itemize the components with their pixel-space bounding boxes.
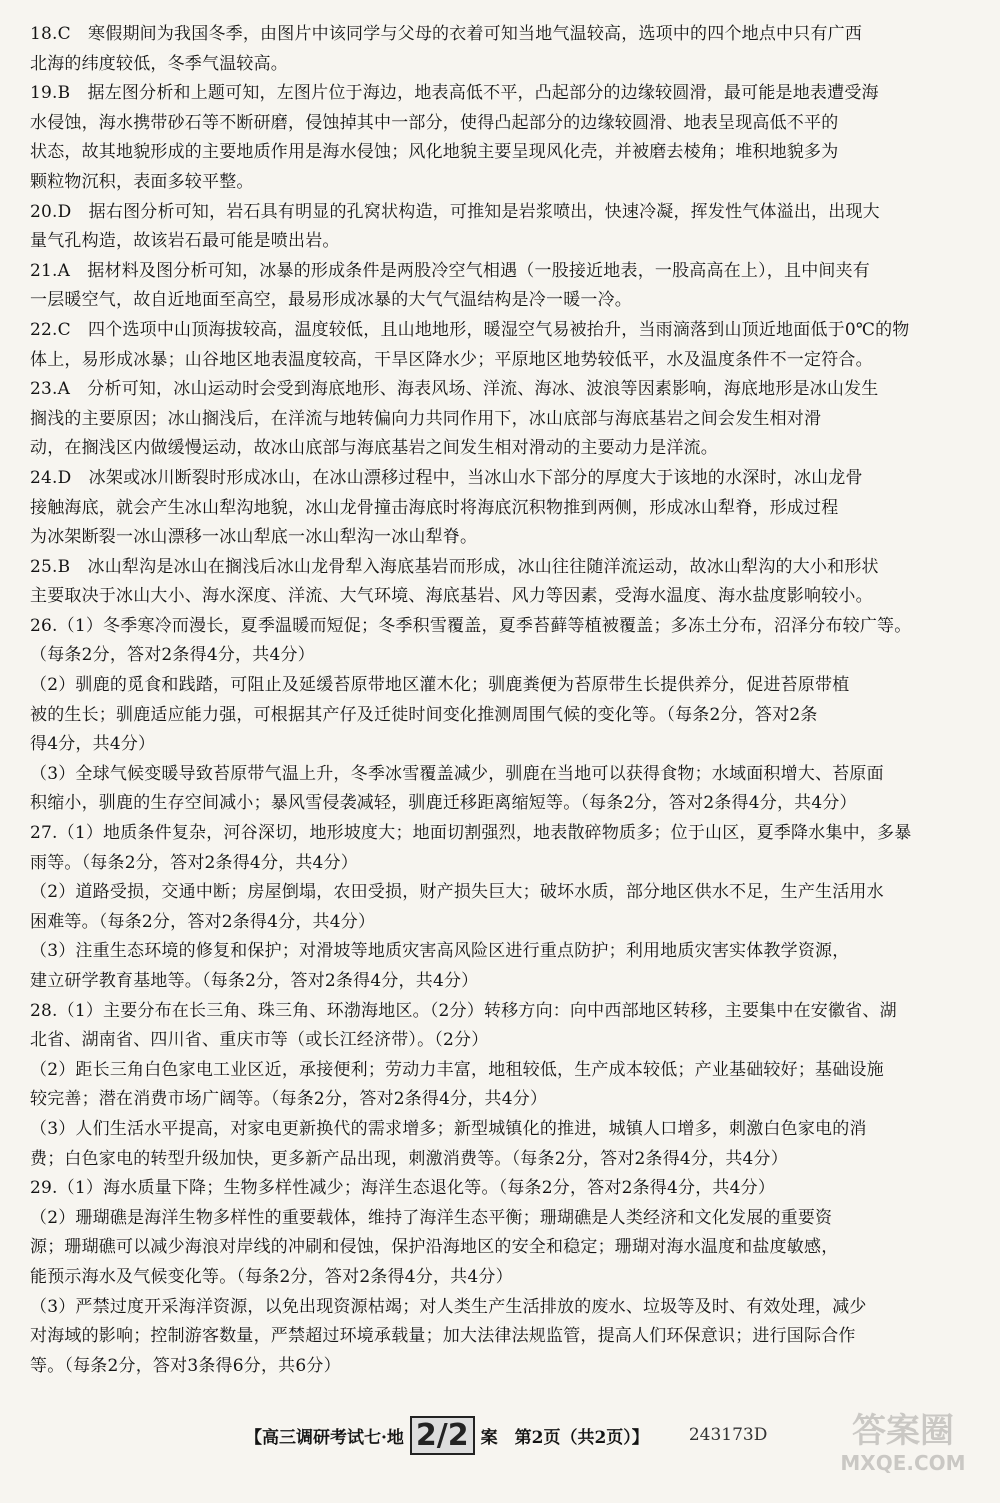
answer-line: 23.A 分析可知，冰山运动时会受到海底地形、海表风场、洋流、海冰、波浪等因素影响，海底地形是冰山发生 — [30, 379, 879, 400]
answer-line: 困难等。（每条2分，答对2条得4分，共4分） — [30, 911, 376, 932]
answer-item — [30, 464, 970, 553]
footer-page-info: 案 第2页（共2页）】 — [480, 1427, 649, 1448]
answer-item — [30, 198, 970, 257]
answer-line: 水侵蚀，海水携带砂石等不断研磨，侵蚀掉其中一部分，使得凸起部分的边缘较圆滑、地表呈现高低不平的 — [30, 112, 839, 133]
answer-line: 北海的纬度较低，冬季气温较高。 — [30, 53, 288, 74]
answer-line: 等。（每条2分，答对3条得6分，共6分） — [30, 1355, 341, 1376]
watermark-text: 答案圈 — [852, 1411, 954, 1451]
answer-line: （3）人们生活水平提高，对家电更新换代的需求增多；新型城镇化的推进，城镇人口增多，刺激白色家电的消 — [30, 1118, 867, 1139]
answer-line: （2）驯鹿的觅食和践踏，可阻止及延缓苔原带地区灌木化；驯鹿粪便为苔原带生长提供养分，促进苔原带植 — [30, 675, 850, 696]
answer-line: （3）严禁过度开采海洋资源，以免出现资源枯竭；对人类生产生活排放的废水、垃圾等及时、有效处理，减少 — [30, 1296, 867, 1317]
answer-line: 27.（1）地质条件复杂，河谷深切，地形坡度大；地面切割强烈，地表散碎物质多；位于山区，夏季降水集中，多暴 — [30, 823, 912, 844]
answer-line: 18.C 寒假期间为我国冬季，由图片中该同学与父母的衣着可知当地气温较高，选项中的四个地点中只有广西 — [30, 24, 863, 44]
answer-line: 量气孔构造，故该岩石最可能是喷出岩。 — [30, 231, 340, 252]
answer-line: 体上，易形成冰暴；山谷地区地表温度较高，干旱区降水少；平原地区地势较低平，水及温度条件不一定符合。 — [30, 349, 873, 370]
answer-line: 动，在搁浅区内做缓慢运动，故冰山底部与海底基岩之间发生相对滑动的主要动力是洋流。 — [30, 438, 718, 459]
answer-line: 状态，故其地貌形成的主要地质作用是海水侵蚀；风化地貌主要呈现风化壳，并被磨去棱角；堆积地貌多为 — [30, 142, 839, 163]
document-code: 243173D — [688, 1425, 768, 1445]
answer-line: 能预示海水及气候变化等。（每条2分，答对2条得4分，共4分） — [30, 1266, 513, 1287]
footer-title: 【高三调研考试七·地 — [245, 1427, 404, 1448]
answer-line: 雨等。（每条2分，答对2条得4分，共4分） — [30, 852, 358, 873]
answer-line: 建立研学教育基地等。（每条2分，答对2条得4分，共4分） — [30, 971, 479, 991]
answer-item — [30, 375, 970, 464]
answer-line: 颗粒物沉积，表面多较平整。 — [30, 171, 254, 192]
answer-line: 得4分，共4分） — [30, 734, 156, 755]
answer-line: 源；珊瑚礁可以减少海浪对岸线的冲刷和侵蚀，保护沿海地区的安全和稳定；珊瑚对海水温度和盐度敏感， — [30, 1237, 839, 1258]
answer-line: （3）注重生态环境的修复和保护；对滑坡等地质灾害高风险区进行重点防护；利用地质灾害实体教学资源， — [30, 941, 850, 962]
answer-item — [30, 20, 970, 79]
answer-line: 21.A 据材料及图分析可知，冰暴的形成条件是两股冷空气相遇（一股接近地表，一股高高在上），且中间夹有 — [30, 260, 871, 281]
page-stamp: 2/2 — [410, 1416, 475, 1455]
answer-item — [30, 553, 970, 612]
answer-line: （2）珊瑚礁是海洋生物多样性的重要载体，维持了海洋生态平衡；珊瑚礁是人类经济和文化发展的重要资 — [30, 1207, 833, 1228]
answer-line: 一层暖空气，故自近地面至高空，最易形成冰暴的大气气温结构是冷一暖一冷。 — [30, 290, 632, 311]
answer-line: 29.（1）海水质量下降；生物多样性减少；海洋生态退化等。（每条2分，答对2条得4分，共4分） — [30, 1178, 776, 1199]
answer-line: 28.（1）主要分布在长三角、珠三角、环渤海地区。（2分）转移方向：向中西部地区转移，主要集中在安徽省、湖 — [30, 1000, 897, 1021]
answer-line: 费；白色家电的转型升级加快，更多新产品出现，刺激消费等。（每条2分，答对2条得4分，共4分） — [30, 1148, 788, 1169]
answer-line: 接触海底，就会产生冰山犁沟地貌，冰山龙骨撞击海底时将海底沉积物推到两侧，形成冰山犁脊，形成过程 — [30, 497, 839, 518]
answer-item — [30, 1174, 970, 1381]
answer-line: 较完善；潜在消费市场广阔等。（每条2分，答对2条得4分，共4分） — [30, 1089, 548, 1110]
answer-line: （2）距长三角白色家电工业区近，承接便利；劳动力丰富，地租较低，生产成本较低；产业基础较好；基础设施 — [30, 1059, 884, 1080]
answer-item — [30, 612, 970, 819]
answer-line: 被的生长；驯鹿适应能力强，可根据其产仔及迁徙时间变化推测周围气候的变化等。（每条2分，答对2条 — [30, 704, 818, 725]
answer-item — [30, 79, 970, 197]
answer-line: 20.D 据右图分析可知，岩石具有明显的孔窝状构造，可推知是岩浆喷出，快速冷凝，挥发性气体溢出，出现大 — [30, 201, 880, 222]
answer-line: 19.B 据左图分析和上题可知，左图片位于海边，地表高低不平，凸起部分的边缘较圆滑，最可能是地表遭受海 — [30, 83, 879, 104]
answer-line: 搁浅的主要原因；冰山搁浅后，在洋流与地转偏向力共同作用下，冰山底部与海底基岩之间会发生相对滑 — [30, 408, 822, 429]
answer-line: 积缩小，驯鹿的生存空间减小；暴风雪侵袭减轻，驯鹿迁移距离缩短等。（每条2分，答对2条得4分，共4分） — [30, 793, 857, 814]
answer-line: 主要取决于冰山大小、海水深度、洋流、大气环境、海底基岩、风力等因素，受海水温度、海水盐度影响较小。 — [30, 586, 873, 607]
answer-line: 25.B 冰山犁沟是冰山在搁浅后冰山龙骨犁入海底基岩而形成，冰山往往随洋流运动，故冰山犁沟的大小和形状 — [30, 556, 879, 577]
answer-line: 北省、湖南省、四川省、重庆市等（或长江经济带）。（2分） — [30, 1030, 489, 1051]
answer-line: 24.D 冰架或冰川断裂时形成冰山，在冰山漂移过程中，当冰山水下部分的厚度大于该地的水深时，冰山龙骨 — [30, 467, 863, 488]
answer-line: （2）道路受损，交通中断；房屋倒塌，农田受损，财产损失巨大；破坏水质，部分地区供水不足，生产生活用水 — [30, 882, 884, 903]
answer-document — [30, 20, 970, 1381]
answer-item — [30, 257, 970, 316]
answer-line: 为冰架断裂一冰山漂移一冰山犁底一冰山犁沟一冰山犁脊。 — [30, 527, 478, 548]
watermark-url: MXQE.COM — [840, 1451, 966, 1475]
answer-item — [30, 997, 970, 1175]
answer-item — [30, 316, 970, 375]
answer-line: 26.（1）冬季寒冷而漫长，夏季温暖而短促；冬季积雪覆盖，夏季苔藓等植被覆盖；多冻土分布，沼泽分布较广等。 — [30, 615, 912, 636]
answer-item — [30, 819, 970, 997]
answer-line: 22.C 四个选项中山顶海拔较高，温度较低，且山地地形，暖湿空气易被抬升，当雨滴落到山顶近地面低于0℃的物 — [30, 319, 910, 340]
answer-line: （3）全球气候变暖导致苔原带气温上升，冬季冰雪覆盖减少，驯鹿在当地可以获得食物；水域面积增大、苔原面 — [30, 763, 884, 784]
answer-line: 对海域的影响；控制游客数量，严禁超过环境承载量；加大法律法规监管，提高人们环保意识；进行国际合作 — [30, 1326, 856, 1347]
answer-line: （每条2分，答对2条得4分，共4分） — [30, 645, 315, 666]
watermark-logo — [828, 1411, 978, 1491]
